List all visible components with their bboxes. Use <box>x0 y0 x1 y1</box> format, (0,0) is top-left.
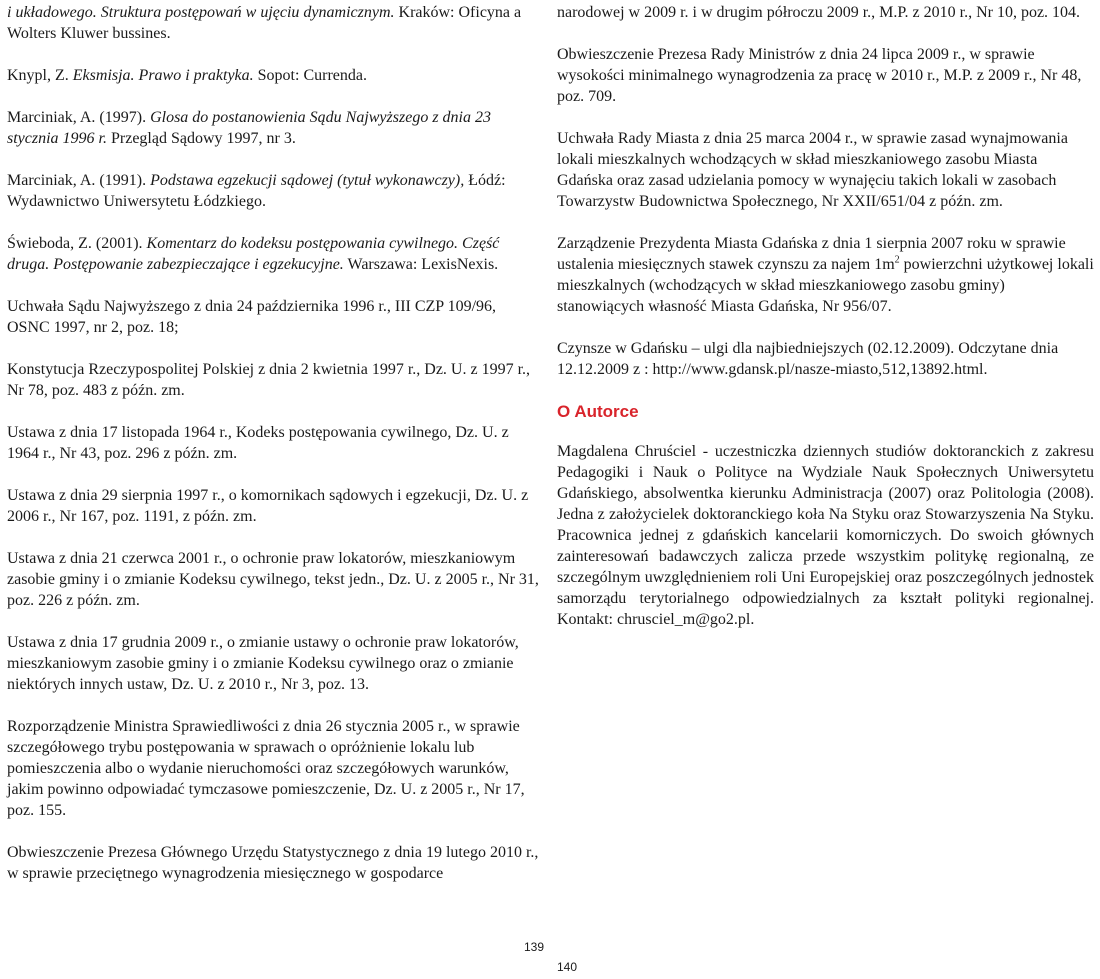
reference-entry: Obwieszczenie Prezesa Rady Ministrów z dnia 24 lipca 2009 r., w sprawie wysokości minimalnego wynagrodzenia za pracę w 2010 r., M.P. z 2009 r., Nr 48, poz. 709. <box>557 46 1082 105</box>
reference-entry: Obwieszczenie Prezesa Głównego Urzędu Statystycznego z dnia 19 lutego 2010 r., w sprawie przeciętnego wynagrodzenia miesięcznego w gospodarce <box>7 844 539 882</box>
author-heading: O Autorce <box>557 402 639 421</box>
reference-entry: Konstytucja Rzeczypospolitej Polskiej z dnia 2 kwietnia 1997 r., Dz. U. z 1997 r., Nr 78, poz. 483 z późn. zm. <box>7 361 531 399</box>
reference-entry: Czynsze w Gdańsku – ulgi dla najbiedniejszych (02.12.2009). Odczytane dnia 12.12.2009 z : http://www.gdansk.pl/nasze-miasto,512,13892.html. <box>557 340 1059 378</box>
reference-entry: i układowego. Struktura postępowań w ujęciu dynamicznym. Kraków: Oficyna a Wolters Kluwer bussines. <box>7 4 522 42</box>
reference-entry: Marciniak, A. (1997). Glosa do postanowienia Sądu Najwyższego z dnia 23 stycznia 1996 r. Przegląd Sądowy 1997, nr 3. <box>7 109 491 147</box>
page-number-left: 139 <box>524 940 545 954</box>
reference-entry: Świeboda, Z. (2001). Komentarz do kodeksu postępowania cywilnego. Część druga. Postępowanie zabezpieczające i egzekucyjne. Warszawa: LexisNexis. <box>7 235 500 273</box>
reference-entry: Marciniak, A. (1991). Podstawa egzekucji sądowej (tytuł wykonawczy), Łódź: Wydawnictwo Uniwersytetu Łódzkiego. <box>7 172 506 210</box>
reference-entry: Uchwała Rady Miasta z dnia 25 marca 2004 r., w sprawie zasad wynajmowania lokali mieszkalnych wchodzących w skład mieszkaniowego zasobu Miasta Gdańska oraz zasad udzielania pomocy w wynajęciu takich lokali w zasobach Towarzystw Budownictwa Społecznego, Nr XXII/651/04 z późn. zm. <box>557 130 1068 210</box>
reference-entry: Knypl, Z. Eksmisja. Prawo i praktyka. Sopot: Currenda. <box>7 67 367 84</box>
reference-entry: narodowej w 2009 r. i w drugim półroczu 2009 r., M.P. z 2010 r., Nr 10, poz. 104. <box>557 4 1081 21</box>
reference-entry: Ustawa z dnia 29 sierpnia 1997 r., o komornikach sądowych i egzekucji, Dz. U. z 2006 r., Nr 167, poz. 1191, z późn. zm. <box>7 487 529 525</box>
right-column <box>557 2 1094 651</box>
page-number-right: 140 <box>557 960 578 974</box>
reference-entry: Rozporządzenie Ministra Sprawiedliwości z dnia 26 stycznia 2005 r., w sprawie szczegółowego trybu postępowania w sprawach o opróżnienie lokalu lub pomieszczenia albo o wydanie nieruchomości oraz szczegółowych warunków, jakim powinno odpowiadać tymczasowe pomieszczenie, Dz. U. z 2005 r., Nr 17, poz. 155. <box>7 718 525 819</box>
left-column <box>7 2 539 905</box>
author-bio: Magdalena Chruściel - uczestniczka dziennych studiów doktoranckich z zakresu Pedagogiki i Nauk o Polityce na Wydziale Nauk Społecznych Uniwersytetu Gdańskiego, absolwentka kierunku Administracja (2007) oraz Politologia (2008). Jedna z założycielek doktoranckiego koła Na Styku oraz Stowarzyszenia Na Styku. Pracownica jednej z gdańskich kancelarii komorniczych. Do swoich głównych zainteresowań badawczych zalicza przede wszystkim politykę regionalną, ze szczególnym uwzględnieniem roli Uni Europejskiej oraz poszczególnych jednostek samorządu terytorialnego odpowiedzialnych za kształt polityki regionalnej. Kontakt: chrusciel_m@go2.pl. <box>557 443 1094 628</box>
reference-entry: Ustawa z dnia 17 grudnia 2009 r., o zmianie ustawy o ochronie praw lokatorów, mieszkaniowym zasobie gminy i o zmianie Kodeksu cywilnego oraz o zmianie niektórych innych ustaw, Dz. U. z 2010 r., Nr 3, poz. 13. <box>7 634 519 693</box>
reference-entry: Ustawa z dnia 21 czerwca 2001 r., o ochronie praw lokatorów, mieszkaniowym zasobie gminy i o zmianie Kodeksu cywilnego, tekst jedn., Dz. U. z 2005 r., Nr 31, poz. 226 z późn. zm. <box>7 550 539 609</box>
reference-entry: Zarządzenie Prezydenta Miasta Gdańska z dnia 1 sierpnia 2007 roku w sprawie ustalenia miesięcznych stawek czynszu za najem $1m^2$ powierzchni użytkowej lokali mieszkalnych (wchodzących w skład mieszkaniowego zasobu gminy) stanowiących własność Miasta Gdańska, Nr 956/07. <box>557 235 1094 315</box>
reference-entry: Ustawa z dnia 17 listopada 1964 r., Kodeks postępowania cywilnego, Dz. U. z 1964 r., Nr 43, poz. 296 z późn. zm. <box>7 424 509 462</box>
reference-entry: Uchwała Sądu Najwyższego z dnia 24 października 1996 r., III CZP 109/96, OSNC 1997, nr 2, poz. 18; <box>7 298 497 336</box>
